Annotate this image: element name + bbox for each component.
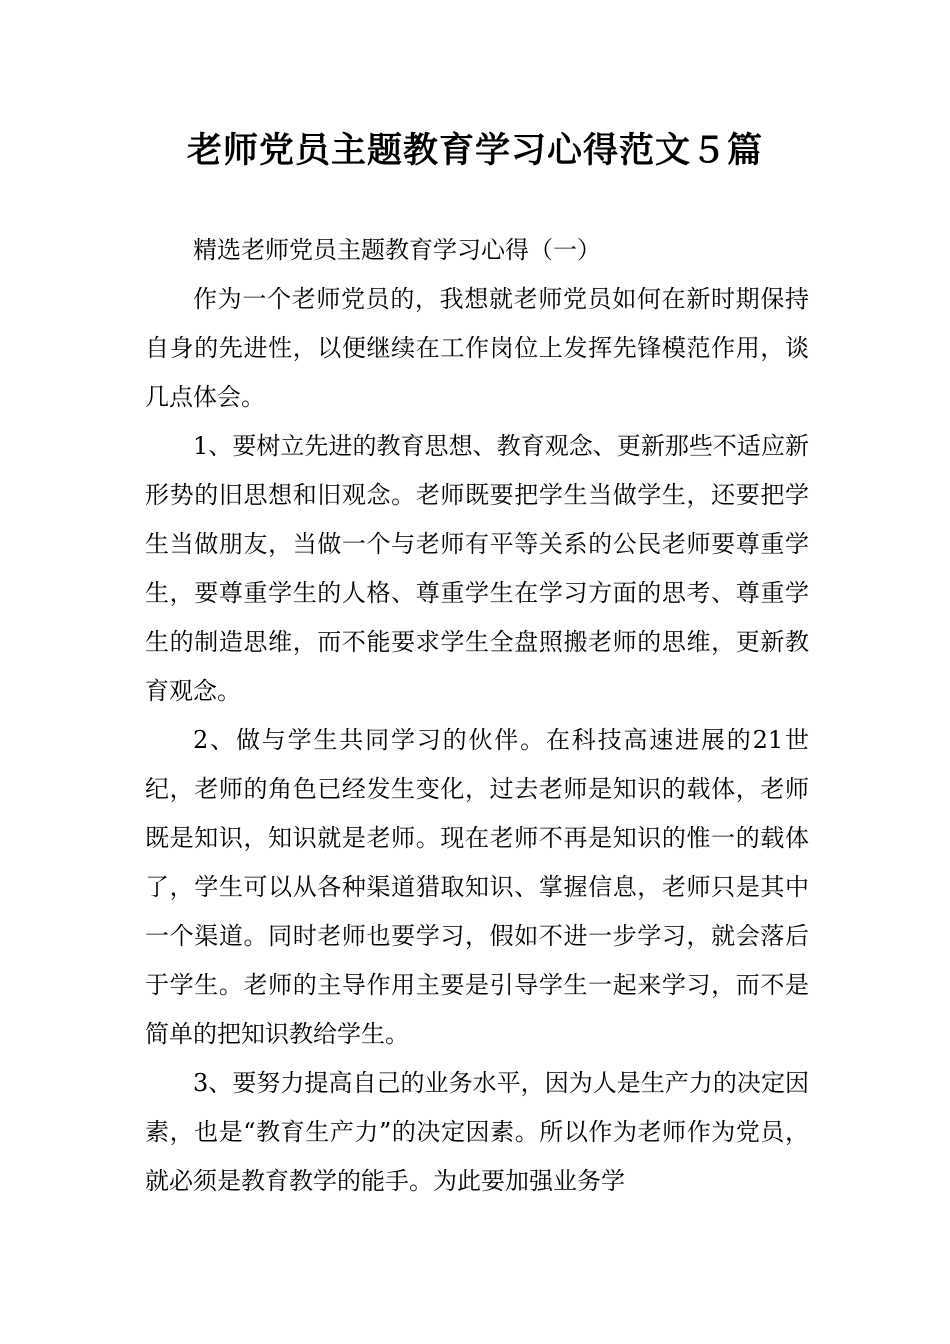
paragraph-point-2: 2、做与学生共同学习的伙伴。在科技高速进展的21世纪，老师的角色已经发生变化，过去老师是知识的载体，老师既是知识，知识就是老师。现在老师不再是知识的惟一的载体了，学生可以从各种渠道猎取知识、掌握信息，老师只是其中一个渠道。同时老师也要学习，假如不进一步学习，就会落后于学生。老师的主导作用主要是引导学生一起来学习，而不是简单的把知识教给学生。 <box>145 726 809 1048</box>
paragraph-point-3: 3、要努力提高自己的业务水平，因为人是生产力的决定因素，也是“教育生产力”的决定因素。所以作为老师作为党员，就必须是教育教学的能手。为此要加强业务学 <box>145 1069 809 1195</box>
section-heading: 精选老师党员主题教育学习心得（一） <box>193 236 601 264</box>
paragraph-point-1: 1、要树立先进的教育思想、教育观念、更新那些不适应新形势的旧思想和旧观念。老师既要把学生当做学生，还要把学生当做朋友，当做一个与老师有平等关系的公民老师要尊重学生，要尊重学生的人格、尊重学生在学习方面的思考、尊重学生的制造思维，而不能要求学生全盘照搬老师的思维，更新教育观念。 <box>145 432 809 705</box>
document-body <box>145 226 809 1206</box>
document-title: 老师党员主题教育学习心得范文５篇 <box>186 131 763 171</box>
paragraph-intro: 作为一个老师党员的，我想就老师党员如何在新时期保持自身的先进性，以便继续在工作岗位上发挥先锋模范作用，谈几点体会。 <box>145 285 809 411</box>
